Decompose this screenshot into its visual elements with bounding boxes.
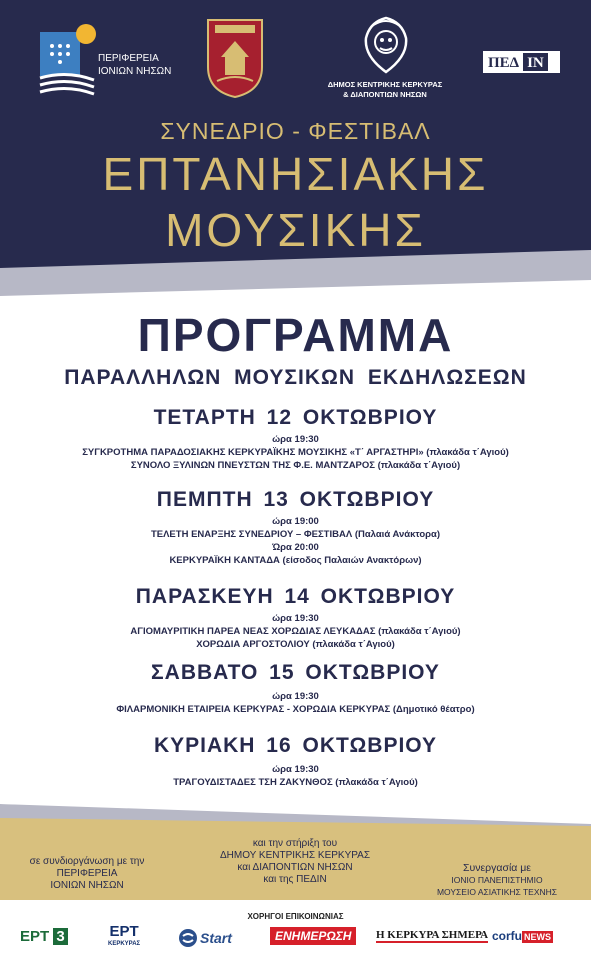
event-line: ΑΓΙΟΜΑΥΡΙΤΙΚΗ ΠΑΡΕΑ ΝΕΑΣ ΧΟΡΩΔΙΑΣ ΛΕΥΚΑΔΑΣ (πλακάδα τ΄Αγιού) (130, 626, 461, 637)
ert-logo-text: ΕΡΤ (109, 923, 139, 940)
footer-partners (412, 862, 582, 898)
day-block-wednesday (0, 405, 591, 472)
event-title-line1: ΕΠΤΑΝΗΣΙΑΚΗΣ (102, 148, 489, 200)
event-line: ΣΥΓΚΡΟΤΗΜΑ ΠΑΡΑΔΟΣΙΑΚΗΣ ΚΕΡΚΥΡΑΪΚΗΣ ΜΟΥΣΙΚΗΣ «Τ΄ ΑΡΓΑΣΤΗΡΙ» (πλακάδα τ΄Αγιού) (82, 447, 509, 458)
support-line4: και της ΠΕΔΙΝ (263, 874, 327, 885)
event-time: ώρα 19:30 (272, 691, 319, 702)
enimerosi-logo: ΕΝΗΜΕΡΩΣΗ (270, 927, 356, 945)
footer-coorganizer (12, 856, 162, 892)
perifereia-logo-text (98, 52, 171, 78)
news-logo-text: NEWS (524, 932, 551, 942)
start-logo (178, 928, 232, 948)
dimos-line2: & ΔΙΑΠΟΝΤΙΩΝ ΝΗΣΩΝ (343, 90, 427, 99)
partners-line1: Συνεργασία με (463, 862, 531, 874)
event-time: ώρα 19:30 (272, 764, 319, 775)
day-title: ΠΑΡΑΣΚΕΥΗ 14 ΟΚΤΩΒΡΙΟΥ (135, 585, 456, 608)
program-title: ΠΡΟΓΡΑΜΜΑ (137, 309, 454, 361)
day-block-saturday (0, 660, 591, 716)
day-title: ΠΕΜΠΤΗ 13 ΟΚΤΩΒΡΙΟΥ (156, 488, 435, 511)
day-block-sunday (0, 733, 591, 789)
media-sponsors-label: ΧΟΡΗΓΟΙ ΕΠΙΚΟΙΝΩΝΙΑΣ (247, 912, 344, 921)
pedin-logo (483, 51, 560, 73)
dimos-kerkyras-logo-icon (362, 16, 410, 74)
coorganizer-line3: ΙΟΝΙΩΝ ΝΗΣΩΝ (50, 880, 124, 891)
ert3-logo-number: 3 (53, 928, 67, 945)
ert-logo-subtitle: ΚΕΡΚΥΡΑΣ (108, 941, 141, 947)
day-title: ΚΥΡΙΑΚΗ 16 ΟΚΤΩΒΡΙΟΥ (153, 734, 438, 757)
perifereia-logo-icon (38, 22, 96, 98)
day-block-friday (0, 584, 591, 651)
event-line: ΧΟΡΩΔΙΑ ΑΡΓΟΣΤΟΛΙΟΥ (πλακάδα τ΄Αγιού) (196, 639, 395, 650)
coorganizer-line1: σε συνδιοργάνωση με την (29, 856, 145, 867)
coorganizer-line2: ΠΕΡΙΦΕΡΕΙΑ (56, 868, 118, 879)
ert3-logo (20, 928, 68, 945)
day-block-thursday (0, 487, 591, 567)
choir-shield-logo-icon (205, 17, 265, 99)
start-logo-text: Start (200, 930, 232, 946)
event-line: ΤΕΛΕΤΗ ΕΝΑΡΞΗΣ ΣΥΝΕΔΡΙΟΥ – ΦΕΣΤΙΒΑΛ (Παλαιά Ανάκτορα) (150, 529, 441, 540)
dimos-logo-text (310, 80, 460, 100)
pedin-logo-left: ΠΕΔ (488, 55, 520, 71)
media-logos (0, 924, 591, 954)
day-title: ΣΑΒΒΑΤΟ 15 ΟΚΤΩΒΡΙΟΥ (151, 661, 440, 684)
event-time: ώρα 19:00 (272, 516, 319, 527)
pedin-logo-right: IN (523, 53, 548, 71)
start-logo-icon (178, 928, 198, 948)
event-time: ώρα 19:30 (272, 613, 319, 624)
support-line3: και ΔΙΑΠΟΝΤΙΩΝ ΝΗΣΩΝ (237, 862, 353, 873)
dimos-line1: ΔΗΜΟΣ ΚΕΝΤΡΙΚΗΣ ΚΕΡΚΥΡΑΣ (327, 80, 443, 89)
support-line1: και την στήριξη του (252, 838, 338, 849)
event-line: ΤΡΑΓΟΥΔΙΣΤΑΔΕΣ ΤΣΗ ΖΑΚΥΝΘΟΣ (πλακάδα τ΄Αγιού) (173, 777, 418, 788)
perifereia-line1: ΠΕΡΙΦΕΡΕΙΑ (98, 53, 159, 64)
ert-kerkyras-logo (108, 924, 140, 948)
event-title-line2: ΜΟΥΣΙΚΗΣ (165, 204, 426, 256)
event-line: ΚΕΡΚΥΡΑΪΚΗ ΚΑΝΤΑΔΑ (είσοδος Παλαιών Ανακτόρων) (169, 555, 422, 566)
event-time: Ώρα 20:00 (272, 542, 319, 553)
support-line2: ΔΗΜΟΥ ΚΕΝΤΡΙΚΗΣ ΚΕΡΚΥΡΑΣ (219, 850, 371, 861)
ert3-logo-text: ΕΡΤ (20, 928, 50, 945)
perifereia-line2: ΙΟΝΙΩΝ ΝΗΣΩΝ (98, 66, 172, 77)
event-time: ώρα 19:30 (272, 434, 319, 445)
footer-support (190, 838, 400, 886)
event-subtitle: ΣΥΝΕΔΡΙΟ - ΦΕΣΤΙΒΑΛ (160, 118, 431, 144)
event-line: ΣΥΝΟΛΟ ΞΥΛΙΝΩΝ ΠΝΕΥΣΤΩΝ ΤΗΣ Φ.Ε. ΜΑΝΤΖΑΡΟΣ (πλακάδα τ΄Αγιού) (130, 460, 461, 471)
partners-line2: ΙΟΝΙΟ ΠΑΝΕΠΙΣΤΗΜΙΟ (451, 875, 543, 885)
corfu-logo-text: corfu (492, 929, 522, 943)
corfu-news-logo (492, 929, 553, 943)
kerkyra-simera-logo: Η ΚΕΡΚΥΡΑ ΣΗΜΕΡΑ (376, 929, 489, 941)
partners-line3: ΜΟΥΣΕΙΟ ΑΣΙΑΤΙΚΗΣ ΤΕΧΝΗΣ (436, 887, 558, 897)
event-line: ΦΙΛΑΡΜΟΝΙΚΗ ΕΤΑΙΡΕΙΑ ΚΕΡΚΥΡΑΣ - ΧΟΡΩΔΙΑ ΚΕΡΚΥΡΑΣ (Δημοτικό θέατρο) (116, 704, 475, 715)
program-subtitle: ΠΑΡΑΛΛΗΛΩΝ ΜΟΥΣΙΚΩΝ ΕΚΔΗΛΩΣΕΩΝ (64, 366, 527, 389)
day-title: ΤΕΤΑΡΤΗ 12 ΟΚΤΩΒΡΙΟΥ (153, 406, 438, 429)
